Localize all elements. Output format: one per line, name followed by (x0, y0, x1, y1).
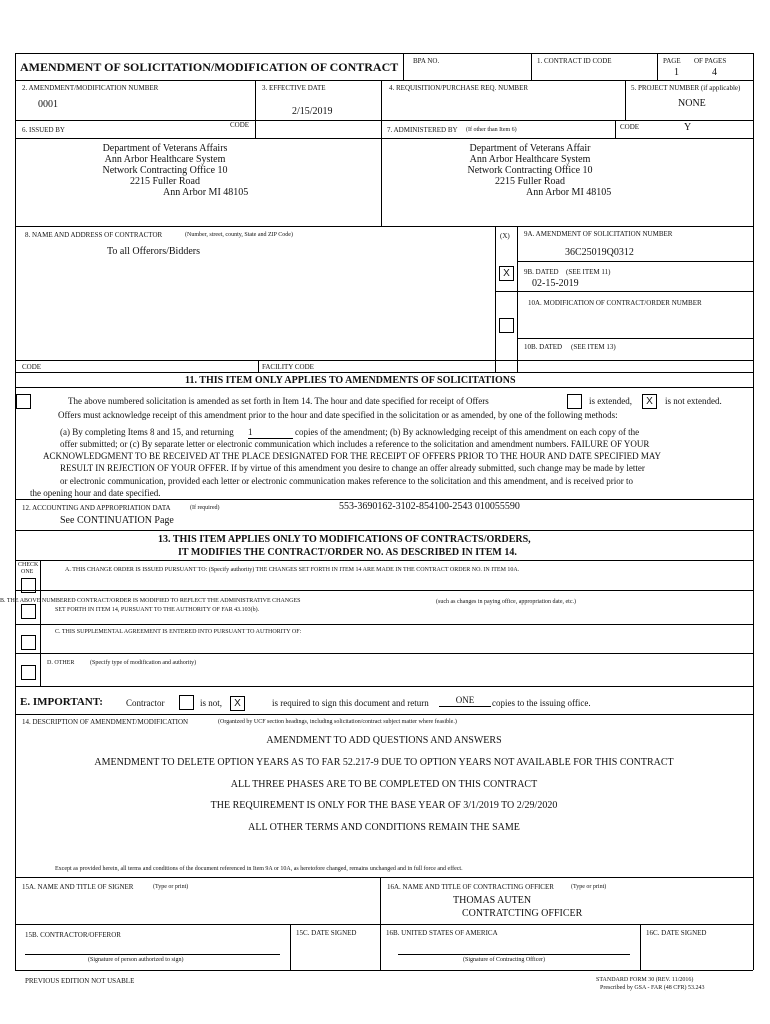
contractor-code-label: CODE (22, 363, 42, 371)
item13c-text: C. THIS SUPPLEMENTAL AGREEMENT IS ENTERED INTO PURSUANT TO AUTHORITY OF: (55, 629, 302, 635)
item13-title-1: 13. THIS ITEM APPLIES ONLY TO MODIFICATIONS OF CONTRACTS/ORDERS, (158, 534, 531, 545)
copies-return-count: ONE (439, 695, 491, 707)
contract-id-label: 1. CONTRACT ID CODE (537, 57, 612, 65)
item10b-label: 10B. DATED (524, 343, 563, 351)
footer-prescribed: Prescribed by GSA - FAR (48 CFR) 53.243 (600, 985, 705, 991)
rule (15, 360, 753, 361)
item13b-checkbox[interactable] (21, 604, 36, 619)
rule (15, 226, 753, 227)
rule (625, 80, 626, 120)
rule (531, 53, 532, 80)
description-line: AMENDMENT TO DELETE OPTION YEARS AS TO FAR 52.217-9 DUE TO OPTION YEARS NOT AVAILABLE FOR THIS CONTRACT (94, 757, 674, 768)
description-label: 14. DESCRIPTION OF AMENDMENT/MODIFICATION (22, 718, 189, 726)
contractor-signature-line[interactable] (25, 954, 280, 955)
modification-number-label: 10A. MODIFICATION OF CONTRACT/ORDER NUMBER (528, 299, 702, 307)
amendment-number: 0001 (38, 99, 58, 110)
admin-address-line: Ann Arbor Healthcare System (469, 154, 591, 165)
facility-code-label: FACILITY CODE (262, 363, 314, 371)
rule (15, 387, 753, 388)
contractor-name: To all Offerors/Bidders (107, 246, 200, 257)
item11-para-e: or electronic communication, provided each letter or electronic communication makes reference to the solicitation and this amendment, and is received prior to (60, 476, 634, 486)
rule (15, 560, 753, 561)
item13d-checkbox[interactable] (21, 665, 36, 680)
rule (517, 261, 753, 262)
rule (495, 291, 753, 292)
rule (15, 653, 753, 654)
description-line: AMENDMENT TO ADD QUESTIONS AND ANSWERS (266, 735, 502, 746)
item9b-note: (SEE ITEM 11) (566, 268, 611, 276)
extended-checkbox[interactable] (567, 394, 582, 409)
rule (15, 80, 753, 81)
item13c-checkbox[interactable] (21, 635, 36, 650)
issued-code-label: CODE (230, 121, 250, 129)
contractor-is-not-checkbox[interactable] (179, 695, 194, 710)
contractor-word: Contractor (126, 698, 165, 708)
rule (517, 226, 518, 372)
rule (15, 138, 753, 139)
contractor-label: 8. NAME AND ADDRESS OF CONTRACTOR (25, 231, 163, 239)
admin-address-line: Network Contracting Office 10 (467, 165, 593, 176)
solicitation-number: 36C25019Q0312 (565, 247, 634, 258)
effective-date: 2/15/2019 (292, 106, 333, 117)
signer-name-note: (Type or print) (153, 884, 189, 890)
item9-checkbox[interactable]: X (499, 266, 514, 281)
rule (15, 877, 753, 878)
officer-name-label: 16A. NAME AND TITLE OF CONTRACTING OFFICER (387, 883, 554, 891)
description-line: THE REQUIREMENT IS ONLY FOR THE BASE YEAR OF 3/1/2019 TO 2/29/2020 (210, 800, 558, 811)
issued-address-line: Ann Arbor Healthcare System (104, 154, 226, 165)
item11-checkbox[interactable] (16, 394, 31, 409)
check-one-label: CHECK (18, 562, 39, 568)
project-number: NONE (678, 98, 706, 109)
check-one-label: ONE (21, 569, 34, 575)
rule (15, 714, 753, 715)
item13a-checkbox[interactable] (21, 578, 36, 593)
item10-checkbox[interactable] (499, 318, 514, 333)
rule (403, 53, 404, 80)
rule (15, 499, 753, 500)
rule (495, 226, 496, 372)
requisition-label: 4. REQUISITION/PURCHASE REQ. NUMBER (389, 84, 529, 92)
page-label: PAGE (663, 57, 681, 65)
issued-address-line: Department of Veterans Affairs (102, 143, 228, 154)
rule (517, 338, 753, 339)
rule (640, 924, 641, 970)
copies-count: 1 (248, 427, 293, 439)
issued-address-line: Network Contracting Office 10 (102, 165, 228, 176)
is-extended-label: is extended, (589, 396, 632, 406)
rule (15, 624, 753, 625)
item13b-text-2: SET FORTH IN ITEM 14, PURSUANT TO THE AUTHORITY OF FAR 43.103(b). (55, 607, 260, 613)
officer-title: CONTRATCTING OFFICER (462, 908, 583, 919)
rule (380, 877, 381, 970)
issued-address-line: 2215 Fuller Road (130, 176, 200, 187)
admin-code-label: CODE (620, 123, 640, 131)
form-title: AMENDMENT OF SOLICITATION/MODIFICATION OF CONTRACT (20, 60, 399, 74)
item13b-text-1: B. THE ABOVE NUMBERED CONTRACT/ORDER IS MODIFIED TO REFLECT THE ADMINISTRATIVE CHANGES (0, 598, 301, 604)
rule (40, 560, 41, 686)
amendment-number-label: 2. AMENDMENT/MODIFICATION NUMBER (22, 84, 159, 92)
page-number: 1 (674, 67, 679, 78)
footer-left: PREVIOUS EDITION NOT USABLE (25, 977, 135, 985)
issued-address-line: Ann Arbor MI 48105 (163, 187, 249, 198)
contractor-note: (Number, street, county, State and ZIP Code) (185, 232, 293, 238)
signer-name-label: 15A. NAME AND TITLE OF SIGNER (22, 883, 134, 891)
item9b-label: 9B. DATED (524, 268, 559, 276)
rule (15, 924, 753, 925)
item13d-text: D. OTHER (47, 660, 75, 666)
contractor-date-label: 15C. DATE SIGNED (296, 929, 357, 937)
administered-by-label: 7. ADMINISTERED BY (387, 126, 458, 134)
bpa-label: BPA NO. (413, 57, 440, 65)
admin-address-line: Department of Veterans Affair (469, 143, 591, 154)
usa-label: 16B. UNITED STATES OF AMERICA (386, 929, 498, 937)
officer-name: THOMAS AUTEN (453, 895, 532, 906)
rule (381, 80, 382, 226)
item11-line2: Offers must acknowledge receipt of this amendment prior to the hour and date specified in the solicitation or as amended, by one of the following methods: (58, 410, 618, 420)
item13a-text: A. THIS CHANGE ORDER IS ISSUED PURSUANT TO: (Specify authority) THE CHANGES SET FORTH IN ITEM 14 ARE MADE IN THE CONTRACT ORDER NO. IN ITEM 10A. (65, 567, 520, 573)
rule (258, 360, 259, 372)
item11-para-a: (a) By completing Items 8 and 15, and returning (60, 427, 234, 437)
effective-date-label: 3. EFFECTIVE DATE (262, 84, 326, 92)
page-count: 4 (712, 67, 717, 78)
solicitation-number-label: 9A. AMENDMENT OF SOLICITATION NUMBER (524, 230, 673, 238)
item10b-note: (SEE ITEM 13) (571, 343, 616, 351)
item11-title: 11. THIS ITEM ONLY APPLIES TO AMENDMENTS OF SOLICITATIONS (185, 375, 516, 386)
admin-code: Y (684, 122, 692, 133)
important-label: E. IMPORTANT: (20, 696, 103, 708)
officer-signature-line[interactable] (398, 954, 630, 955)
except-statement: Except as provided herein, all terms and conditions of the document referenced in Item 9A or 10A, as heretofore changed, remains unchanged and in full force and effect. (55, 866, 463, 872)
rule (615, 120, 616, 138)
project-number-label: 5. PROJECT NUMBER (if applicable) (631, 84, 741, 92)
item9b-date: 02-15-2019 (532, 278, 579, 289)
accounting-data: 553-3690162-3102-854100-2543 010055590 (339, 501, 520, 512)
contractor-required-checkbox[interactable]: X (230, 696, 245, 711)
issued-by-label: 6. ISSUED BY (22, 126, 65, 134)
admin-address-line: 2215 Fuller Road (495, 176, 565, 187)
is-not-label: is not, (200, 698, 223, 708)
of-pages-label: OF PAGES (694, 57, 727, 65)
copies-text: copies to the issuing office. (492, 698, 591, 708)
officer-name-note: (Type or print) (571, 884, 607, 890)
rule (657, 53, 658, 80)
accounting-note: (If required) (190, 505, 220, 511)
rule (255, 120, 256, 138)
item13d-note: (Specify type of modification and authority) (90, 660, 197, 666)
description-line: ALL THREE PHASES ARE TO BE COMPLETED ON THIS CONTRACT (230, 779, 538, 790)
contractor-signature-label: 15B. CONTRACTOR/OFFEROR (25, 931, 121, 939)
rule (15, 970, 753, 971)
item11-para-c: ACKNOWLEDGMENT TO BE RECEIVED AT THE PLACE DESIGNATED FOR THE RECEIPT OF OFFERS PRIOR TO THE HOUR AND DATE SPECIFIED MAY (43, 451, 662, 461)
rule (15, 686, 753, 687)
item11-para-d: RESULT IN REJECTION OF YOUR OFFER. If by virtue of this amendment you desire to change an offer already submitted, such change may be made by letter (60, 463, 645, 473)
item11-para-a2: copies of the amendment; (b) By acknowledging receipt of this amendment on each copy of the (295, 427, 640, 437)
footer-form-number: STANDARD FORM 30 (REV. 11/2016) (596, 977, 694, 983)
officer-signature-note: (Signature of Contracting Officer) (463, 957, 546, 963)
contractor-signature-note: (Signature of person authorized to sign) (88, 957, 184, 963)
accounting-label: 12. ACCOUNTING AND APPROPRIATION DATA (22, 504, 171, 512)
rule (753, 53, 754, 970)
rule (290, 924, 291, 970)
see-continuation: See CONTINUATION Page (60, 515, 174, 526)
description-note: (Organized by UCF section headings, including solicitation/contract subject matter where feasible.) (218, 719, 457, 725)
item11-para-f: the opening hour and date specified. (30, 488, 161, 498)
item11-line1: The above numbered solicitation is amended as set forth in Item 14. The hour and date specified for receipt of Offers (68, 396, 489, 406)
admin-address-line: Ann Arbor MI 48105 (526, 187, 612, 198)
required-text: is required to sign this document and return (272, 698, 429, 708)
rule (15, 120, 753, 121)
item13b-note: (such as changes in paying office, appropriation date, etc.) (436, 599, 577, 605)
rule (15, 53, 753, 54)
not-extended-checkbox[interactable]: X (642, 394, 657, 409)
administered-note: (If other than Item 6) (466, 127, 517, 133)
item11-para-b: offer submitted; or (c) By separate letter or electronic communication which includes a reference to the solicitation and amendment numbers. FAILURE OF YOUR (60, 439, 650, 449)
rule (15, 590, 753, 591)
item13-title-2: IT MODIFIES THE CONTRACT/ORDER NO. AS DESCRIBED IN ITEM 14. (178, 547, 517, 558)
is-not-extended-label: is not extended. (665, 396, 722, 406)
rule (15, 530, 753, 531)
x-column-label: (X) (500, 232, 510, 240)
description-line: ALL OTHER TERMS AND CONDITIONS REMAIN THE SAME (248, 822, 520, 833)
officer-date-label: 16C. DATE SIGNED (646, 929, 707, 937)
rule (15, 372, 753, 373)
